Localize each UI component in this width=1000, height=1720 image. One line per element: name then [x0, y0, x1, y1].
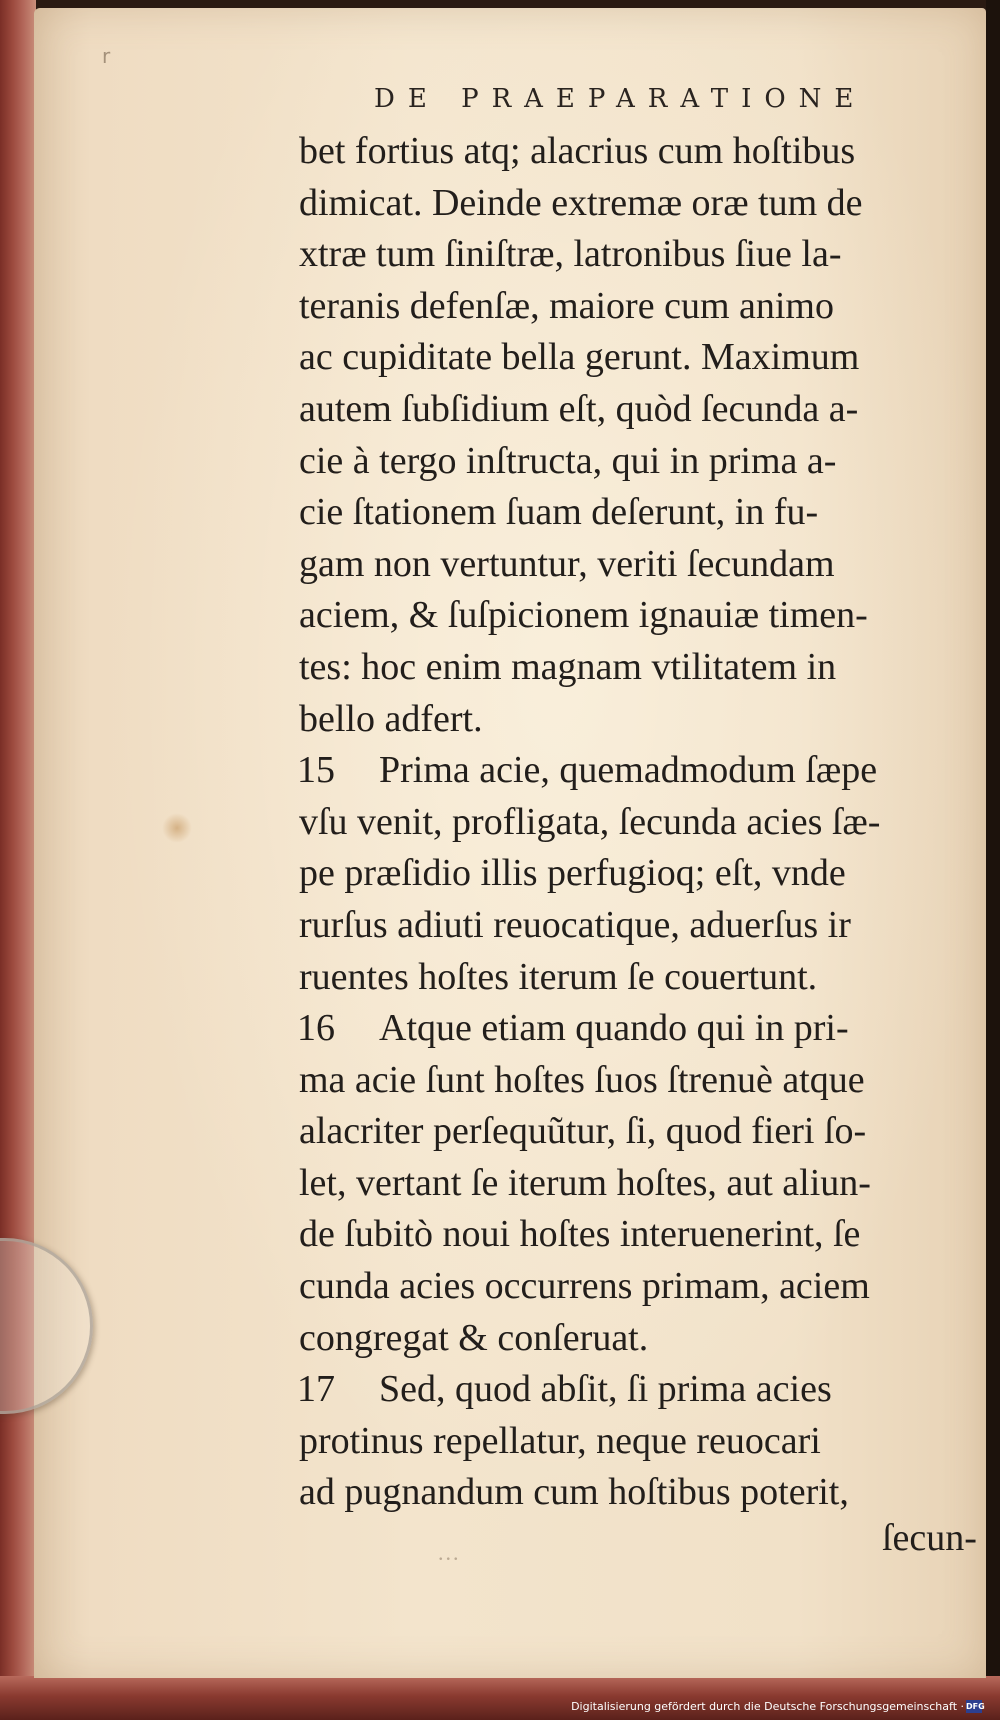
margin-mark: r [102, 44, 111, 68]
dfg-logo: DFG [966, 1702, 985, 1711]
line-text: Prima acie, quemadmodum ſæpe [379, 749, 878, 792]
line-text: rurſus adiuti reuocatique, aduerſus ir [299, 903, 851, 946]
text-line [299, 126, 999, 178]
line-text: protinus repellatur, neque reuocari [299, 1419, 821, 1462]
digitization-credit: Digitalisierung gefördert durch die Deutsche Forschungsgemeinschaft · [571, 1700, 964, 1713]
line-text: vſu venit, profligata, ſecunda acies ſæ- [299, 800, 881, 843]
text-line [299, 487, 999, 539]
text-line [297, 745, 998, 797]
paragraph-number: 16 [297, 1007, 335, 1050]
text-line [299, 642, 999, 694]
text-line [299, 1416, 999, 1468]
text-line [299, 694, 999, 746]
text-line [299, 436, 999, 488]
text-line [299, 1261, 999, 1313]
book-page [34, 8, 986, 1678]
catchword: ſecun- [882, 1517, 977, 1559]
page-stain [162, 813, 192, 843]
text-line [299, 848, 999, 900]
line-text: cie ſtationem ſuam deſerunt, in fu- [299, 491, 819, 534]
text-line [299, 1106, 999, 1158]
line-text: ac cupiditate bella gerunt. Maximum [299, 336, 860, 379]
line-text: let, vertant ſe iterum hoſtes, aut aliun- [299, 1161, 871, 1204]
line-text: Sed, quod abſit, ſi prima acies [379, 1368, 832, 1411]
running-head: DE PRAEPARATIONE [374, 84, 867, 114]
text-line [297, 1364, 998, 1416]
text-line [299, 281, 999, 333]
text-line [299, 1209, 999, 1261]
text-line [299, 1158, 999, 1210]
text-line [299, 900, 999, 952]
line-text: bello adfert. [299, 697, 483, 740]
line-text: congregat & conſeruat. [299, 1316, 649, 1359]
text-line [299, 797, 999, 849]
paragraph-number: 17 [297, 1368, 335, 1411]
text-block [299, 126, 999, 1519]
line-text: teranis defenſæ, maiore cum animo [299, 284, 834, 327]
text-line [299, 952, 999, 1004]
text-line [299, 332, 999, 384]
line-text: cunda acies occurrens primam, aciem [299, 1265, 870, 1308]
text-line [297, 1003, 998, 1055]
line-text: ad pugnandum cum hoſtibus poterit, [299, 1471, 849, 1514]
text-line [299, 539, 999, 591]
text-line [299, 1467, 999, 1519]
text-line [299, 1055, 999, 1107]
line-text: gam non vertuntur, veriti ſecundam [299, 542, 835, 585]
signature-mark: ... [438, 1540, 461, 1565]
book-edge-left [0, 0, 36, 1720]
line-text: de ſubitò noui hoſtes interuenerint, ſe [299, 1213, 861, 1256]
line-text: aciem, & ſuſpicionem ignauiæ timen- [299, 594, 868, 637]
text-line [299, 1313, 999, 1365]
line-text: xtræ tum ſiniſtræ, latronibus ſiue la- [299, 233, 842, 276]
line-text: ma acie ſunt hoſtes ſuos ſtrenuè atque [299, 1058, 865, 1101]
line-text: bet fortius atq; alacrius cum hoſtibus [299, 130, 856, 172]
text-line [299, 229, 999, 281]
book-edge-bottom [0, 1676, 1000, 1720]
text-line [299, 384, 999, 436]
line-text: alacriter perſequũtur, ſi, quod fieri ſo- [299, 1110, 867, 1153]
text-line [299, 178, 999, 230]
line-text: dimicat. Deinde extremæ oræ tum de [299, 181, 863, 224]
line-text: cie à tergo inſtructa, qui in prima a- [299, 439, 837, 482]
line-text: tes: hoc enim magnam vtilitatem in [299, 645, 837, 688]
text-line [299, 590, 999, 642]
line-text: ruentes hoſtes iterum ſe couertunt. [299, 955, 818, 998]
line-text: autem ſubſidium eſt, quòd ſecunda a- [299, 387, 859, 430]
line-text: pe præſidio illis perfugioq; eſt, vnde [299, 852, 846, 895]
line-text: Atque etiam quando qui in pri- [379, 1007, 849, 1050]
paragraph-number: 15 [297, 749, 335, 792]
